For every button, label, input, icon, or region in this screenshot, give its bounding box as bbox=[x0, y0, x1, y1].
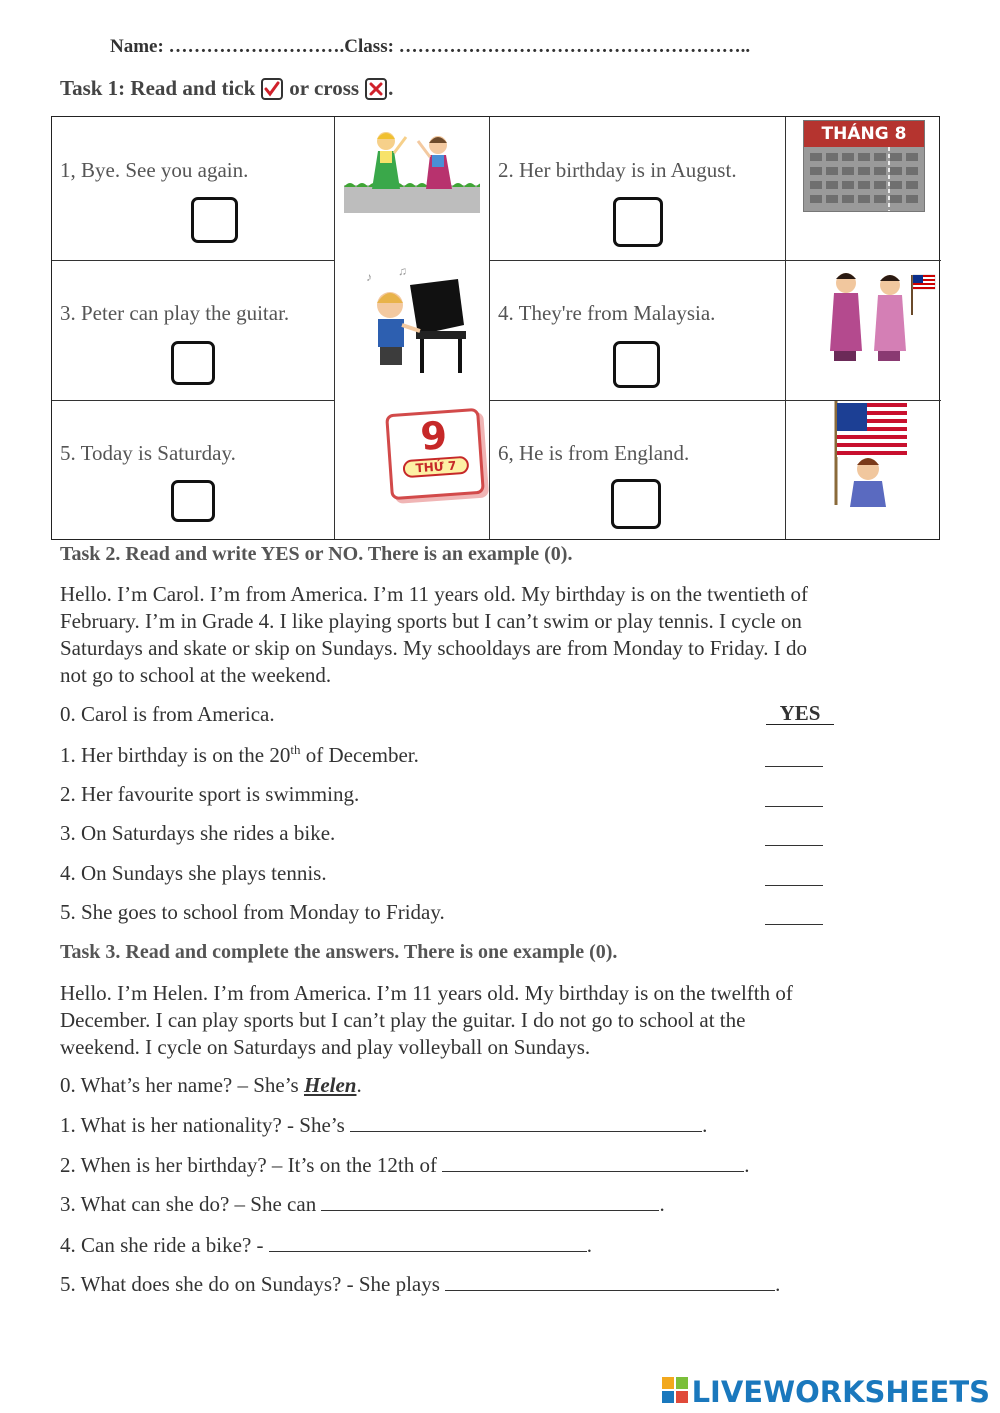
task1-item-4-answer-box[interactable] bbox=[613, 341, 660, 388]
task1-item-6-text: 6, He is from England. bbox=[498, 441, 690, 465]
task3-example-answer: Helen bbox=[303, 1073, 357, 1097]
tick-symbol-icon bbox=[261, 78, 283, 100]
task3-passage-line: weekend. I cycle on Saturdays and play volleyball on Sundays. bbox=[60, 1035, 591, 1059]
task2-passage bbox=[60, 581, 920, 689]
task3-question-2-prefix: 2. When is her birthday? – It’s on the 12th of bbox=[60, 1153, 443, 1177]
task3-question-2 bbox=[60, 1153, 749, 1178]
task3-question-2-suffix: . bbox=[744, 1153, 750, 1177]
calendar-august-image bbox=[803, 120, 925, 212]
boy-with-us-flag-image bbox=[828, 399, 936, 509]
task2-question-3: 3. On Saturdays she rides a bike. bbox=[60, 821, 336, 845]
two-girls-waving-image bbox=[344, 127, 480, 215]
task2-example-answer: YES bbox=[766, 702, 834, 725]
liveworksheets-logo-icon bbox=[662, 1377, 688, 1408]
task1-item-2-text: 2. Her birthday is in August. bbox=[498, 158, 737, 182]
task1-title-prefix: Task 1: Read and tick bbox=[60, 76, 256, 100]
task2-answer-3-input[interactable] bbox=[765, 831, 823, 846]
task2-example-question: 0. Carol is from America. bbox=[60, 702, 275, 726]
task2-question-1 bbox=[60, 742, 419, 768]
task3-question-4 bbox=[60, 1233, 592, 1258]
task3-question-5 bbox=[60, 1272, 780, 1297]
task2-question-1-after: of December. bbox=[300, 743, 419, 767]
task3-question-1-prefix: 1. What is her nationality? - She’s bbox=[60, 1113, 351, 1137]
task3-title: Task 3. Read and complete the answers. There is one example (0). bbox=[60, 941, 618, 963]
task2-question-1-sup: th bbox=[290, 742, 301, 757]
task1-item-5-answer-box[interactable] bbox=[171, 480, 215, 522]
task1-item-3-answer-box[interactable] bbox=[171, 341, 215, 385]
task3-example-suffix: . bbox=[356, 1073, 362, 1097]
task2-passage-line: Hello. I’m Carol. I’m from America. I’m 11 years old. My birthday is on the twentieth of bbox=[60, 582, 809, 606]
calendar-saturday-image bbox=[382, 403, 486, 503]
task3-answer-5-input[interactable] bbox=[445, 1274, 775, 1291]
task2-passage-line: Saturdays and skate or skip on Sundays. My schooldays are from Monday to Friday. I do bbox=[60, 636, 807, 660]
task1-item-2-answer-box[interactable] bbox=[613, 197, 663, 247]
task1-item-5-text: 5. Today is Saturday. bbox=[60, 441, 236, 465]
task2-title: Task 2. Read and write YES or NO. There is an example (0). bbox=[60, 543, 573, 565]
task1-table bbox=[51, 116, 940, 540]
task3-question-3-prefix: 3. What can she do? – She can bbox=[60, 1192, 322, 1216]
task3-question-1 bbox=[60, 1113, 707, 1138]
task1-item-4-text: 4. They're from Malaysia. bbox=[498, 301, 716, 325]
task2-answer-1-input[interactable] bbox=[765, 752, 823, 767]
cross-symbol-icon bbox=[365, 78, 387, 100]
task1-title-middle: or cross bbox=[289, 76, 360, 100]
name-class-line: Name: ……………………….Class: ……………………………………………….. bbox=[110, 36, 751, 57]
task3-question-3-suffix: . bbox=[659, 1192, 665, 1216]
task3-question-4-prefix: 4. Can she ride a bike? - bbox=[60, 1233, 269, 1257]
task2-passage-line: not go to school at the weekend. bbox=[60, 663, 332, 687]
calendar-weekday-label: THỨ 7 bbox=[402, 456, 469, 479]
calendar-august-label: THÁNG 8 bbox=[804, 121, 924, 147]
task2-question-1-before: 1. Her birthday is on the 20 bbox=[60, 743, 291, 767]
task2-question-5: 5. She goes to school from Monday to Friday. bbox=[60, 900, 445, 924]
liveworksheets-logo-text: LIVEWORKSHEETS bbox=[691, 1375, 990, 1409]
task2-passage-line: February. I’m in Grade 4. I like playing sports but I can’t swim or play tennis. I cycle on bbox=[60, 609, 802, 633]
task1-title-suffix: . bbox=[388, 76, 394, 100]
task3-question-1-suffix: . bbox=[702, 1113, 708, 1137]
task3-example-prefix: 0. What’s her name? – She’s bbox=[60, 1073, 304, 1097]
task3-answer-1-input[interactable] bbox=[350, 1115, 702, 1132]
task2-answer-5-input[interactable] bbox=[765, 910, 823, 925]
task1-item-1-text: 1, Bye. See you again. bbox=[60, 158, 249, 182]
task3-passage bbox=[60, 980, 920, 1061]
task2-answer-4-input[interactable] bbox=[765, 871, 823, 886]
task1-title bbox=[60, 76, 393, 101]
task3-question-5-prefix: 5. What does she do on Sundays? - She plays bbox=[60, 1272, 446, 1296]
task3-passage-line: Hello. I’m Helen. I’m from America. I’m 11 years old. My birthday is on the twelfth of bbox=[60, 981, 793, 1005]
task2-question-4: 4. On Sundays she plays tennis. bbox=[60, 861, 327, 885]
task3-answer-2-input[interactable] bbox=[442, 1155, 744, 1172]
task3-answer-4-input[interactable] bbox=[269, 1235, 587, 1252]
task3-passage-line: December. I can play sports but I can’t play the guitar. I do not go to school at the bbox=[60, 1008, 746, 1032]
task1-item-1-answer-box[interactable] bbox=[191, 197, 238, 243]
malaysian-girls-image bbox=[814, 265, 938, 365]
task2-answer-2-input[interactable] bbox=[765, 792, 823, 807]
liveworksheets-logo bbox=[662, 1375, 990, 1409]
task1-item-3-text: 3. Peter can play the guitar. bbox=[60, 301, 290, 325]
task3-question-5-suffix: . bbox=[775, 1272, 781, 1296]
task3-answer-3-input[interactable] bbox=[321, 1194, 659, 1211]
calendar-day-number: 9 bbox=[419, 413, 449, 459]
boy-playing-piano-image bbox=[360, 265, 470, 375]
task3-question-3 bbox=[60, 1192, 665, 1217]
svg-text:♫: ♫ bbox=[398, 265, 407, 278]
svg-text:♪: ♪ bbox=[366, 270, 372, 284]
task3-example bbox=[60, 1073, 362, 1098]
task2-question-2: 2. Her favourite sport is swimming. bbox=[60, 782, 360, 806]
task3-question-4-suffix: . bbox=[586, 1233, 593, 1257]
task1-item-6-answer-box[interactable] bbox=[611, 479, 661, 529]
